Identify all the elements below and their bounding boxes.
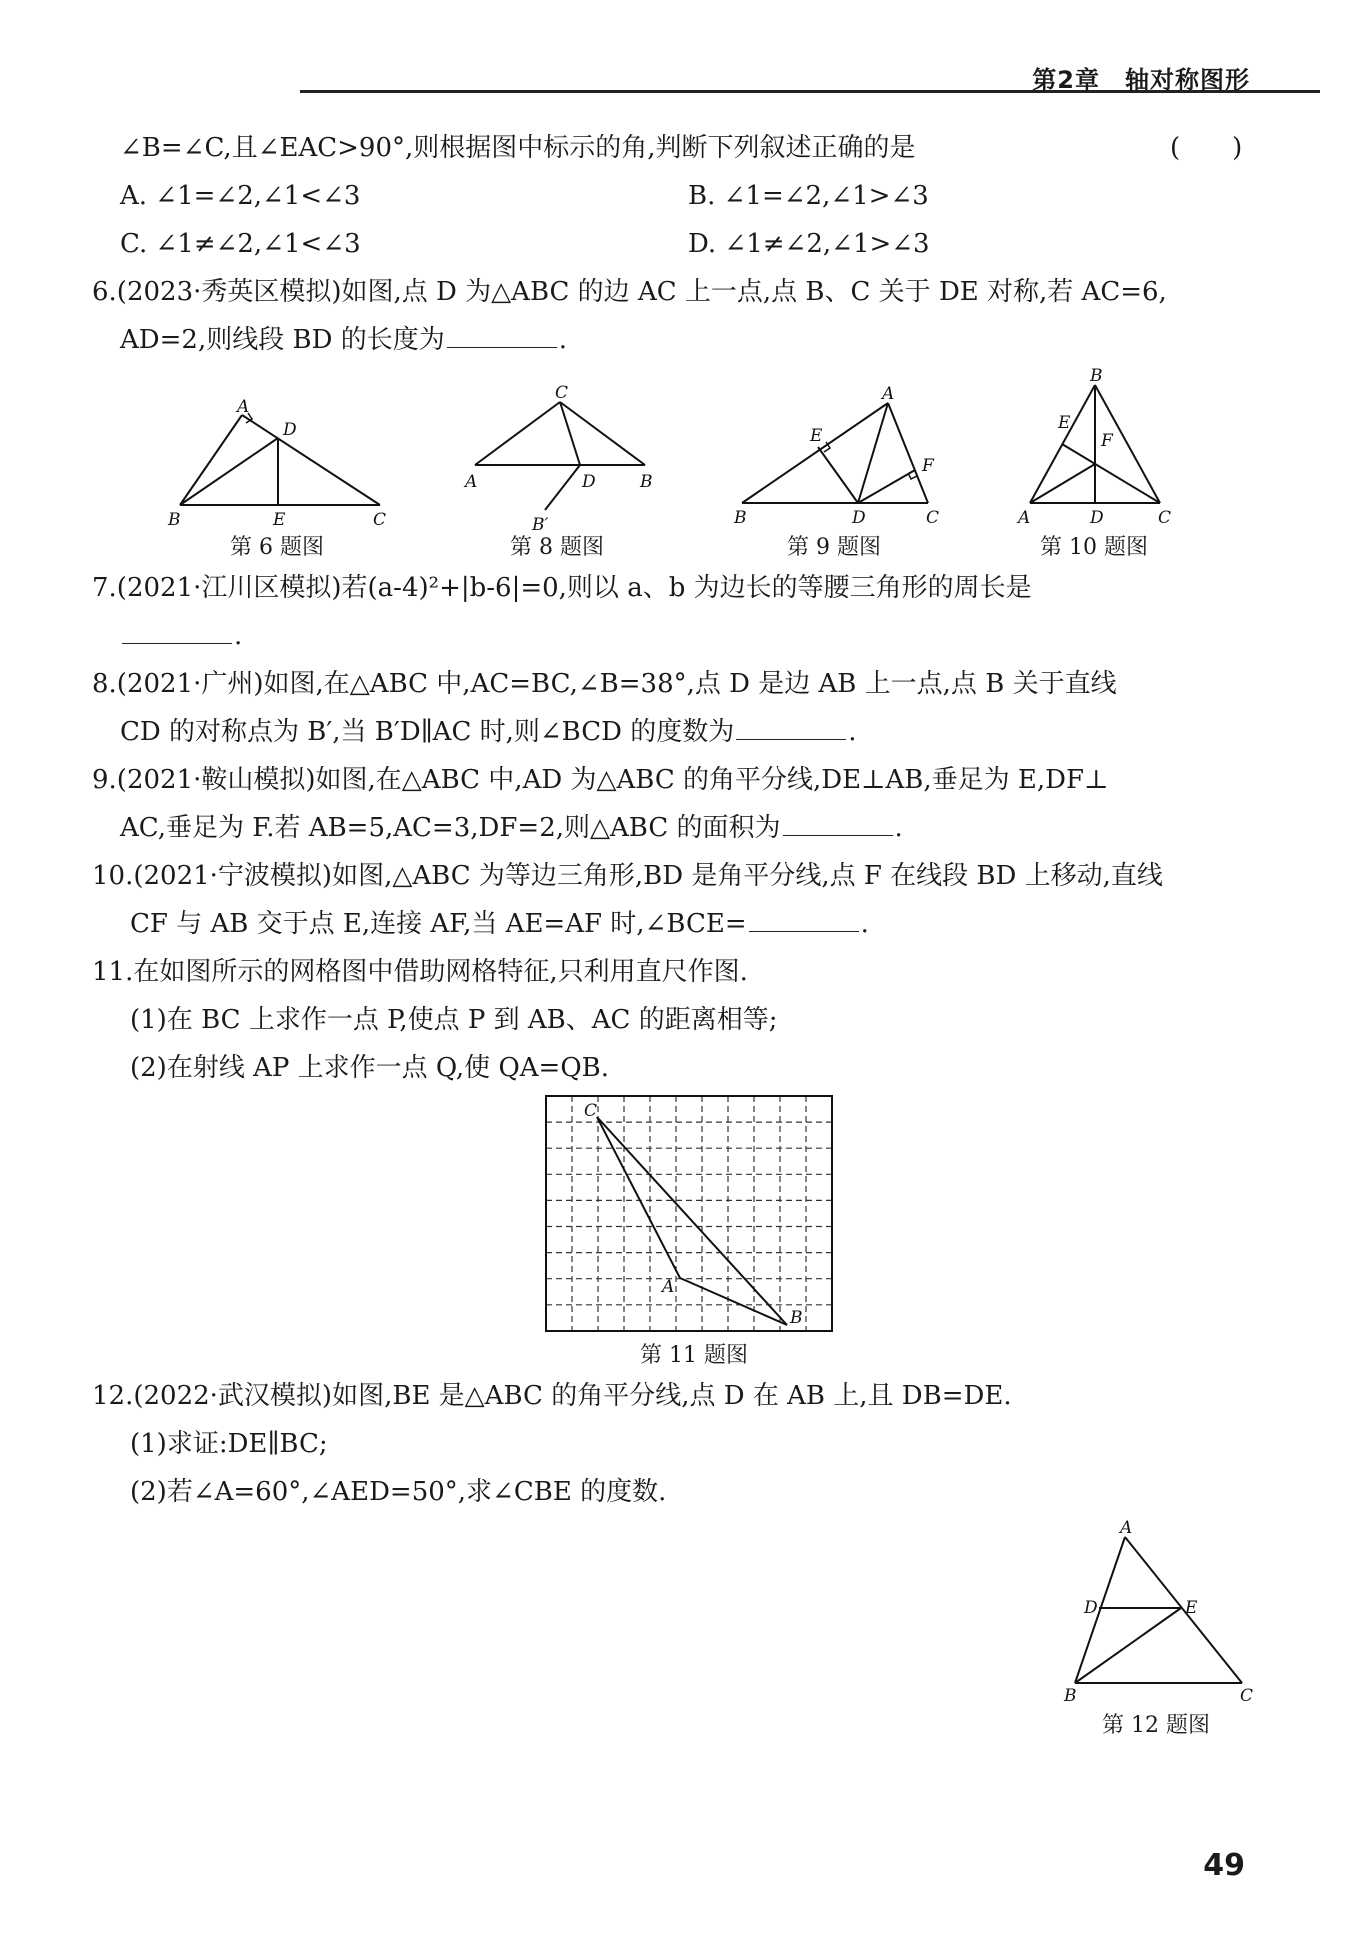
label-b: B: [734, 508, 747, 528]
chapter-title: 第2章 轴对称图形: [1032, 66, 1250, 94]
q11-line2: (1)在 BC 上求作一点 P,使点 P 到 AB、AC 的距离相等;: [130, 1005, 778, 1035]
q6-line1: 6.(2023·秀英区模拟)如图,点 D 为△ABC 的边 AC 上一点,点 B、C 关于 DE 对称,若 AC=6,: [92, 277, 1167, 307]
label-d: D: [283, 420, 297, 440]
figure-9-caption: 第 9 题图: [787, 535, 881, 560]
label-c: C: [926, 508, 940, 528]
q11-line3: (2)在射线 AP 上求作一点 Q,使 QA=QB.: [130, 1053, 610, 1083]
q12-line2: (1)求证:DE∥BC;: [130, 1429, 328, 1459]
label-d: D: [582, 472, 596, 492]
q11-line1: 11.在如图所示的网格图中借助网格特征,只利用直尺作图.: [92, 957, 748, 987]
answer-blank[interactable]: [736, 717, 846, 740]
label-e: E: [810, 426, 823, 446]
label-a: A: [1018, 508, 1031, 528]
label-b: B: [1064, 1686, 1077, 1705]
figure-10-caption: 第 10 题图: [1040, 535, 1148, 560]
figure-9: [730, 385, 960, 530]
q7-line2: .: [120, 620, 242, 652]
label-b-prime: B′: [532, 515, 549, 535]
q10-line1: 10.(2021·宁波模拟)如图,△ABC 为等边三角形,BD 是角平分线,点 F 在线段 BD 上移动,直线: [92, 861, 1163, 891]
label-f: F: [1101, 431, 1113, 451]
figure-8: [460, 380, 660, 540]
label-a: A: [1120, 1518, 1133, 1538]
answer-blank[interactable]: [749, 909, 859, 932]
figure-10: [1010, 365, 1180, 530]
label-b: B: [640, 472, 653, 492]
q10-line2: CF 与 AB 交于点 E,连接 AF,当 AE=AF 时,∠BCE= .: [130, 909, 869, 939]
label-c: C: [555, 383, 569, 403]
label-a: A: [465, 472, 478, 492]
label-a: A: [882, 385, 895, 404]
label-e: E: [1058, 413, 1071, 433]
label-d: D: [1090, 508, 1104, 528]
q9-line1: 9.(2021·鞍山模拟)如图,在△ABC 中,AD 为△ABC 的角平分线,DE⊥AB,垂足为 E,DF⊥: [92, 765, 1109, 795]
label-f: F: [922, 456, 934, 476]
label-b: B: [1090, 366, 1103, 386]
label-c: C: [584, 1101, 598, 1121]
page-number: 49: [1203, 1848, 1245, 1883]
answer-blank[interactable]: [783, 813, 893, 836]
label-a: A: [237, 397, 250, 417]
q5-stem: ∠B=∠C,且∠EAC>90°,则根据图中标示的角,判断下列叙述正确的是: [120, 133, 916, 163]
q12-line1: 12.(2022·武汉模拟)如图,BE 是△ABC 的角平分线,点 D 在 AB 上,且 DB=DE.: [92, 1381, 1012, 1411]
label-e: E: [273, 510, 286, 530]
q8-line1: 8.(2021·广州)如图,在△ABC 中,AC=BC,∠B=38°,点 D 是边 AB 上一点,点 B 关于直线: [92, 669, 1117, 699]
q5-option-a: A. ∠1=∠2,∠1<∠3: [120, 181, 361, 211]
figure-6-caption: 第 6 题图: [230, 535, 324, 560]
figure-11-caption: 第 11 题图: [640, 1343, 748, 1368]
q12-line3: (2)若∠A=60°,∠AED=50°,求∠CBE 的度数.: [130, 1477, 667, 1507]
label-e: E: [1185, 1598, 1198, 1618]
figure-11-grid: [540, 1090, 840, 1338]
figure-12: [1050, 1515, 1260, 1705]
q7-line1: 7.(2021·江川区模拟)若(a-4)²+|b-6|=0,则以 a、b 为边长的等腰三角形的周长是: [92, 573, 1032, 603]
answer-blank[interactable]: [122, 621, 232, 644]
page-header: [300, 52, 1320, 96]
label-c: C: [1158, 508, 1172, 528]
figure-6: [165, 395, 395, 535]
label-b: B: [790, 1308, 803, 1328]
q5-answer-bracket: ( ): [1170, 133, 1243, 163]
label-c: C: [373, 510, 387, 530]
label-d: D: [852, 508, 866, 528]
q8-line2: CD 的对称点为 B′,当 B′D∥AC 时,则∠BCD 的度数为 .: [120, 717, 857, 747]
q9-line2: AC,垂足为 F.若 AB=5,AC=3,DF=2,则△ABC 的面积为 .: [120, 813, 903, 843]
q5-option-b: B. ∠1=∠2,∠1>∠3: [688, 181, 929, 211]
figure-8-caption: 第 8 题图: [510, 535, 604, 560]
label-c: C: [1240, 1686, 1254, 1705]
figure-12-caption: 第 12 题图: [1102, 1713, 1210, 1738]
label-d: D: [1084, 1598, 1098, 1618]
q6-line2: AD=2,则线段 BD 的长度为 .: [120, 325, 567, 355]
q5-option-c: C. ∠1≠∠2,∠1<∠3: [120, 229, 361, 259]
label-b: B: [168, 510, 181, 530]
label-a: A: [662, 1277, 675, 1297]
q5-option-d: D. ∠1≠∠2,∠1>∠3: [688, 229, 930, 259]
answer-blank[interactable]: [447, 325, 557, 348]
